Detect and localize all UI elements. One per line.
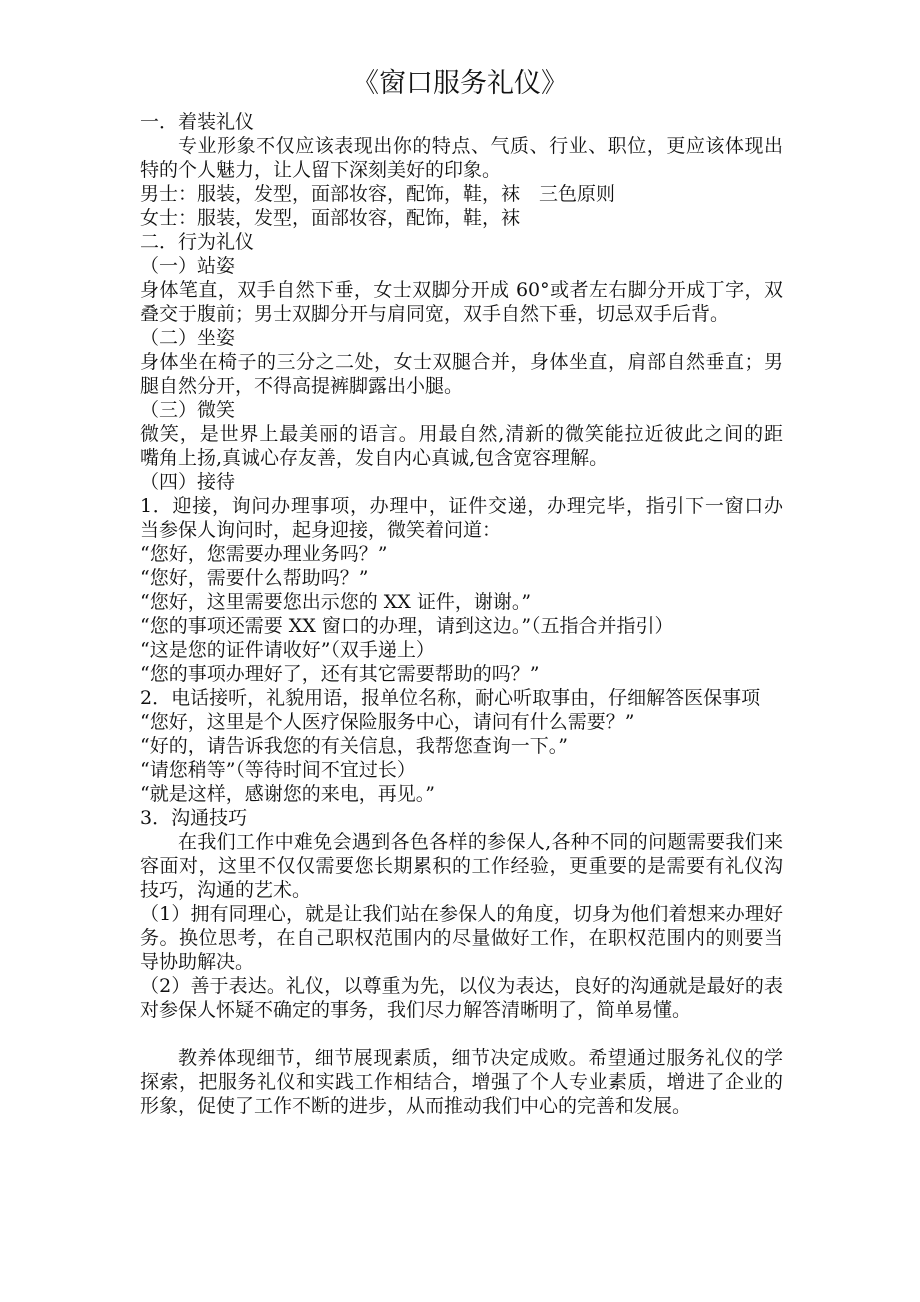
text-line: （一）站姿 — [140, 255, 236, 277]
text-line: （二）坐姿 — [140, 327, 236, 349]
text-line: 在我们工作中难免会遇到各色各样的参保人,各种不同的问题需要我们来 — [178, 831, 783, 853]
text-line: （1）拥有同理心，就是让我们站在参保人的角度，切身为他们着想来办理好 — [140, 903, 783, 925]
text-line: 探索，把服务礼仪和实践工作相结合，增强了个人专业素质，增进了企业的 — [140, 1071, 783, 1093]
text-line: 3．沟通技巧 — [140, 807, 248, 829]
text-line: “请您稍等”（等待时间不宜过长） — [140, 759, 416, 781]
text-line: 当参保人询问时，起身迎接，微笑着问道： — [140, 519, 502, 541]
text-line: （2）善于表达。礼仪，以尊重为先，以仪为表达，良好的沟通就是最好的表 — [140, 975, 783, 997]
text-line: 身体笔直，双手自然下垂，女士双脚分开成 60°或者左右脚分开成丁字，双 — [140, 279, 783, 301]
text-line: 1．迎接，询问办理事项，办理中，证件交递，办理完毕，指引下一窗口办 — [140, 495, 783, 517]
text-line: “您好，您需要办理业务吗？” — [140, 543, 388, 565]
text-line: “您好，这里需要您出示您的 XX 证件，谢谢。” — [140, 591, 532, 613]
text-line: 二．行为礼仪 — [140, 231, 255, 253]
text-line: 嘴角上扬,真诚心存友善，发自内心真诚,包含宽容理解。 — [140, 447, 609, 469]
text-line: （四）接待 — [140, 471, 236, 493]
text-line: 专业形象不仅应该表现出你的特点、气质、行业、职位，更应该体现出 — [178, 135, 783, 157]
text-line: 一．着装礼仪 — [140, 111, 255, 133]
text-line: 2．电话接听，礼貌用语，报单位名称，耐心听取事由，仔细解答医保事项 — [140, 687, 761, 709]
text-line: “您好，这里是个人医疗保险服务中心，请问有什么需要？” — [140, 711, 635, 733]
text-line: 女士：服装，发型，面部妆容，配饰，鞋，袜 — [140, 207, 521, 229]
text-line: 务。换位思考，在自己职权范围内的尽量做好工作，在职权范围内的则要当 — [140, 927, 783, 949]
text-line: 容面对，这里不仅仅需要您长期累积的工作经验，更重要的是需要有礼仪沟 — [140, 855, 783, 877]
blank-line — [140, 1022, 783, 1046]
document-body — [140, 110, 783, 1118]
text-line: “就是这样，感谢您的来电，再见。” — [140, 783, 435, 805]
text-line: “这是您的证件请收好”（双手递上） — [140, 639, 435, 661]
text-line: 教养体现细节，细节展现素质，细节决定成败。希望通过服务礼仪的学 — [178, 1047, 783, 1069]
text-line: 腿自然分开，不得高提裤脚露出小腿。 — [140, 375, 464, 397]
text-line: 男士：服装，发型，面部妆容，配饰，鞋，袜 三色原则 — [140, 183, 616, 205]
text-line: （三）微笑 — [140, 399, 236, 421]
text-line: “您的事项办理好了，还有其它需要帮助的吗？” — [140, 663, 540, 685]
document-title: 《窗口服务礼仪》 — [352, 68, 568, 99]
text-line: “好的，请告诉我您的有关信息，我帮您查询一下。” — [140, 735, 568, 757]
text-line: 技巧，沟通的艺术。 — [140, 879, 312, 901]
text-line: 特的个人魅力，让人留下深刻美好的印象。 — [140, 159, 502, 181]
text-line: “您好，需要什么帮助吗？” — [140, 567, 369, 589]
text-line: 导协助解决。 — [140, 951, 255, 973]
text-line: “您的事项还需要 XX 窗口的办理，请到这边。”（五指合并指引） — [140, 615, 674, 637]
text-line: 叠交于腹前；男士双脚分开与肩同宽，双手自然下垂，切忌双手后背。 — [140, 303, 730, 325]
text-line: 形象，促使了工作不断的进步，从而推动我们中心的完善和发展。 — [140, 1095, 692, 1117]
text-line: 身体坐在椅子的三分之二处，女士双腿合并，身体坐直，肩部自然垂直；男 — [140, 351, 783, 373]
text-line: 对参保人怀疑不确定的事务，我们尽力解答清晰明了，简单易懂。 — [140, 999, 692, 1021]
text-line: 微笑，是世界上最美丽的语言。用最自然,清新的微笑能拉近彼此之间的距 — [140, 423, 783, 445]
